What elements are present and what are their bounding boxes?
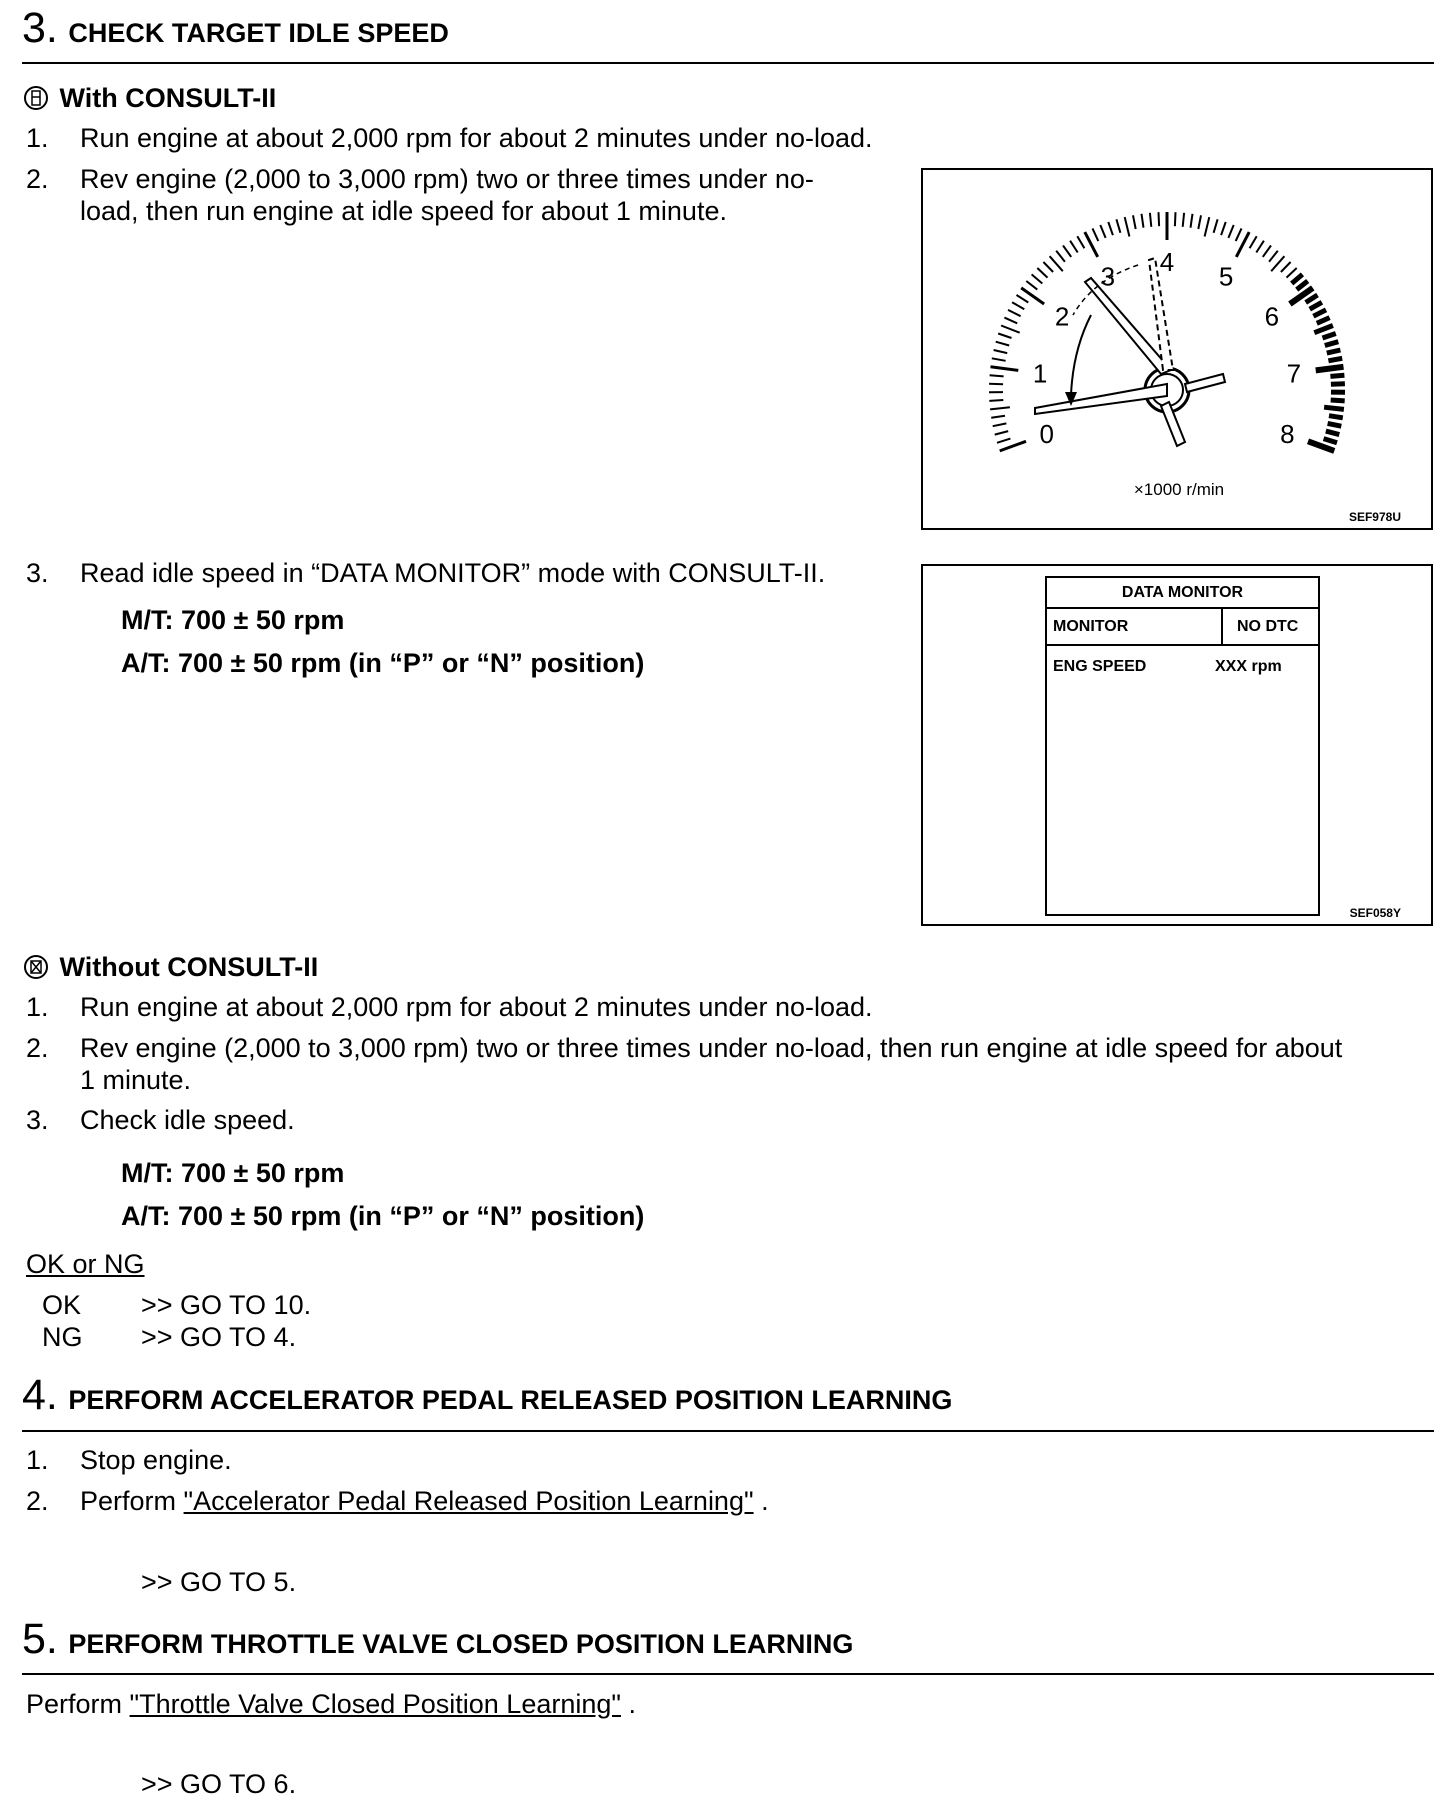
step4-item-1-text: Stop engine. <box>80 1445 232 1475</box>
dial-tick <box>1077 236 1084 248</box>
tachometer-dial <box>923 170 1435 532</box>
dm-col-divider <box>1221 607 1223 644</box>
dm-header: DATA MONITOR <box>1121 584 1244 601</box>
dial-label: 1 <box>1032 358 1048 389</box>
ng-action: >> GO TO 4. <box>141 1322 297 1352</box>
dial-tick <box>1159 212 1160 226</box>
data-monitor-screen <box>1045 576 1320 916</box>
data-monitor-figure <box>921 564 1433 926</box>
dial-tick <box>1205 217 1210 236</box>
dm-header-rule <box>1047 607 1318 609</box>
dial-tick <box>1004 318 1017 324</box>
without-item-2: 2. <box>26 1033 49 1063</box>
dm-eng-speed-label: ENG SPEED <box>1053 658 1147 675</box>
without-item-1: 1. <box>26 992 49 1022</box>
dial-tick <box>1292 274 1303 283</box>
dial-label: 7 <box>1286 358 1302 389</box>
dial-tick <box>1150 213 1151 227</box>
spec2-mt: M/T: 700 ± 50 rpm <box>121 1158 345 1188</box>
step4-rule <box>22 1430 1434 1432</box>
dial-tick <box>1063 246 1071 257</box>
dial-tick <box>1183 213 1184 227</box>
with-item-2-line1: Rev engine (2,000 to 3,000 rpm) two or three times under no- <box>80 164 814 194</box>
dial-tick <box>1133 215 1136 229</box>
dial-tick <box>1317 318 1330 324</box>
with-item-3: 3. <box>26 558 49 588</box>
dial-tick <box>1327 350 1341 353</box>
without-item-3-text: Check idle speed. <box>80 1105 295 1135</box>
dial-tick <box>1287 268 1297 278</box>
ng-label: NG <box>42 1322 83 1352</box>
spec-at: A/T: 700 ± 50 rpm (in “P” or “N” position) <box>121 648 645 678</box>
dial-tick <box>1256 241 1264 253</box>
dial-tick <box>1175 212 1176 226</box>
dial-tick <box>989 384 1003 385</box>
spec-mt: M/T: 700 ± 50 rpm <box>121 605 345 635</box>
without-item-1-text: Run engine at about 2,000 rpm for about 2 minutes under no-load. <box>80 992 873 1022</box>
dial-tick <box>1331 384 1345 385</box>
dial-tick <box>1313 310 1326 316</box>
dial-tick <box>998 334 1011 339</box>
ok-label: OK <box>42 1290 82 1320</box>
dial-tick <box>1330 375 1344 376</box>
dial-tick <box>1271 256 1284 271</box>
with-item-2-line2: load, then run engine at idle speed for about 1 minute. <box>80 196 727 226</box>
without-item-3: 3. <box>26 1105 49 1135</box>
step4-item-2-text: Perform "Accelerator Pedal Released Position Learning" . <box>80 1486 769 1516</box>
step4-title: PERFORM ACCELERATOR PEDAL RELEASED POSITION LEARNING <box>68 1385 953 1415</box>
step5-header <box>22 1617 853 1661</box>
dial-tick <box>1228 225 1233 238</box>
step3-title: CHECK TARGET IDLE SPEED <box>68 18 449 48</box>
dm-col-monitor: MONITOR <box>1053 618 1129 635</box>
dial-tick <box>1043 262 1053 272</box>
dial-tick <box>1323 334 1336 339</box>
throttle-learning-link[interactable]: "Throttle Valve Closed Position Learning" <box>129 1689 621 1719</box>
step4-header <box>22 1373 952 1417</box>
dial-tick <box>990 407 1010 409</box>
dial-tick <box>1316 367 1344 371</box>
without-item-2-line1: Rev engine (2,000 to 3,000 rpm) two or three times under no-load, then run engine at idle speed for about <box>80 1033 1343 1063</box>
dial-tick <box>1326 431 1340 435</box>
dial-tick <box>1306 295 1318 303</box>
dial-tick <box>1214 219 1218 233</box>
step3-rule <box>22 62 1434 64</box>
step5-number: 5. <box>22 1615 58 1663</box>
step5-title: PERFORM THROTTLE VALVE CLOSED POSITION LEARNING <box>68 1629 854 1659</box>
step3-number: 3. <box>22 4 58 52</box>
dial-tick <box>994 350 1008 353</box>
dial-tick <box>992 358 1006 361</box>
with-item-1-text: Run engine at about 2,000 rpm for about 2 minutes under no-load. <box>80 123 873 153</box>
dial-tick <box>1269 251 1278 262</box>
step5-goto: >> GO TO 6. <box>141 1769 297 1799</box>
dial-tick <box>1297 281 1308 290</box>
with-item-3-text: Read idle speed in “DATA MONITOR” mode with CONSULT-II. <box>80 558 826 588</box>
dial-tick <box>1093 228 1099 241</box>
figure1-id: SEF978U <box>1348 510 1401 524</box>
dial-label: 0 <box>1039 418 1054 449</box>
dial-tick <box>995 431 1009 435</box>
dial-tick <box>1050 256 1063 271</box>
dial-tick <box>1191 214 1193 228</box>
no-consult-icon <box>24 955 48 979</box>
dial-label: 4 <box>1159 247 1175 277</box>
dial-tick <box>1017 295 1029 303</box>
ok-ng-label: OK or NG <box>26 1249 145 1279</box>
accelerator-learning-link[interactable]: "Accelerator Pedal Released Position Learning" <box>183 1486 754 1516</box>
dial-tick <box>1221 222 1226 235</box>
dial-label: 6 <box>1264 301 1280 332</box>
dial-label: 2 <box>1054 301 1070 332</box>
tachometer-figure <box>921 168 1433 530</box>
dial-tick <box>991 367 1019 371</box>
dial-label: 3 <box>1100 261 1116 292</box>
dial-tick <box>996 342 1010 346</box>
dial-tick <box>1070 241 1078 253</box>
dm-col-nodtc: NO DTC <box>1237 618 1299 635</box>
dial-label: 5 <box>1218 261 1234 292</box>
dial-tick <box>1116 219 1120 233</box>
dial-tick <box>1328 358 1342 361</box>
dial-tick <box>1310 302 1322 309</box>
step4-item-2: 2. <box>26 1486 49 1516</box>
consult-icon <box>24 86 48 110</box>
figure2-id: SEF058Y <box>1349 906 1401 920</box>
with-item-1: 1. <box>26 123 49 153</box>
dial-tick <box>991 416 1005 418</box>
without-item-2-line2: 1 minute. <box>80 1065 192 1095</box>
step5-rule <box>22 1673 1434 1675</box>
dial-tick <box>1329 416 1343 418</box>
dial-tick <box>1100 225 1105 238</box>
dial-tick <box>1325 342 1339 346</box>
step4-goto: >> GO TO 5. <box>141 1567 297 1597</box>
dial-tick <box>1012 302 1024 309</box>
step4-item-1: 1. <box>26 1445 49 1475</box>
dial-tick <box>997 439 1010 443</box>
without-consult-heading: Without CONSULT-II <box>24 951 318 983</box>
with-consult-heading: With CONSULT-II <box>24 82 276 114</box>
dial-tick <box>1324 407 1344 409</box>
dial-tick <box>1125 217 1130 236</box>
dial-tick <box>990 375 1004 376</box>
dial-tick <box>1281 262 1291 272</box>
dial-tick <box>1000 441 1026 451</box>
with-item-2: 2. <box>26 164 49 194</box>
spec2-at: A/T: 700 ± 50 rpm (in “P” or “N” position) <box>121 1201 645 1231</box>
dial-tick <box>1026 281 1037 290</box>
dial-tick <box>1236 228 1242 241</box>
step5-text: Perform "Throttle Valve Closed Position Learning" . <box>26 1689 637 1719</box>
dial-tick <box>1142 214 1144 228</box>
dial-tick <box>1314 326 1333 333</box>
dm-row-rule <box>1047 644 1318 646</box>
dial-tick <box>1250 236 1257 248</box>
step3-header <box>22 6 449 50</box>
dial-tick <box>1331 400 1345 401</box>
dial-tick <box>1263 246 1271 257</box>
dial-tick <box>989 400 1003 401</box>
dial-tick <box>1032 274 1043 283</box>
dial-tick <box>993 423 1007 426</box>
dial-tick <box>1037 268 1047 278</box>
dial-tick <box>1328 423 1342 426</box>
dial-tick <box>1198 215 1201 229</box>
dial-tick <box>1056 251 1065 262</box>
dial-tick <box>1021 288 1044 304</box>
step4-number: 4. <box>22 1371 58 1419</box>
dial-tick <box>1008 310 1021 316</box>
tachometer-unit: ×1000 r/min <box>1133 480 1225 499</box>
dm-eng-speed-value: XXX rpm <box>1215 658 1282 675</box>
ok-action: >> GO TO 10. <box>141 1290 312 1320</box>
dial-label: 8 <box>1280 418 1295 449</box>
dial-tick <box>1001 326 1020 333</box>
dial-tick <box>1324 439 1337 443</box>
dial-tick <box>1108 222 1113 235</box>
